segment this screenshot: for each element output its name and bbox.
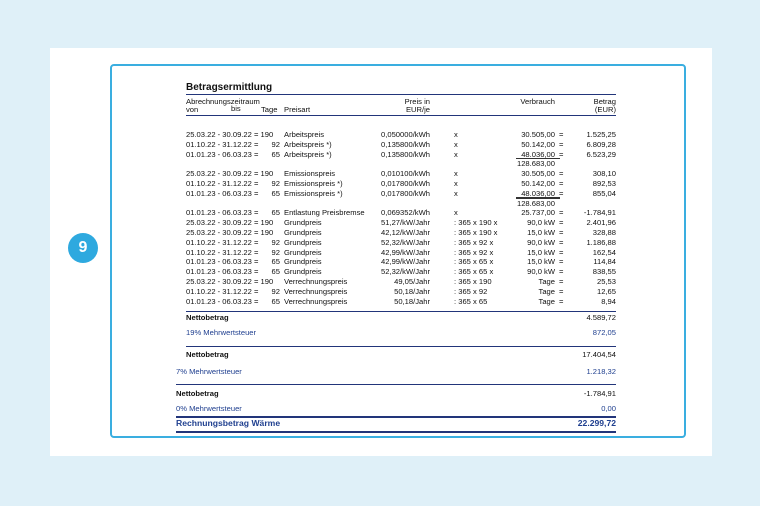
tage-cell: 65 bbox=[271, 267, 280, 277]
verbrauch-cell: 15,0 kW bbox=[527, 257, 555, 267]
betrag-cell: 328,88 bbox=[592, 228, 616, 237]
subtotal-cell: 128.683,00 bbox=[516, 159, 555, 169]
totals-divider-3 bbox=[176, 384, 616, 385]
betrag-cell: 1.186,88 bbox=[586, 237, 616, 247]
equals-cell: = bbox=[559, 130, 564, 139]
betrag-cell: 855,04 bbox=[592, 188, 616, 198]
tage-cell: 92 bbox=[271, 247, 280, 257]
betrag-cell: 308,10 bbox=[592, 169, 616, 179]
period-cell: 01.01.23 - 06.03.23 = bbox=[186, 257, 259, 267]
mwst0-label: 0% Mehrwertsteuer bbox=[176, 404, 242, 413]
equals-cell: = bbox=[559, 179, 564, 188]
period-cell: 01.10.22 - 31.12.22 = bbox=[186, 179, 259, 188]
preis-cell: 50,18/Jahr bbox=[394, 286, 430, 296]
equals-cell: = bbox=[559, 257, 564, 267]
preis-cell: 0,069352/kWh bbox=[381, 208, 430, 218]
verbrauch-cell: 30.505,00 bbox=[521, 130, 555, 139]
operator-cell: : 365 x 190 bbox=[454, 277, 492, 286]
period-cell: 01.01.23 - 06.03.23 = bbox=[186, 188, 259, 198]
tage-cell: 65 bbox=[271, 149, 280, 159]
operator-cell: : 365 x 190 x bbox=[454, 228, 498, 237]
preis-cell: 52,32/kW/Jahr bbox=[381, 267, 430, 277]
preis-cell: 52,32/kW/Jahr bbox=[381, 237, 430, 247]
period-cell: 25.03.22 - 30.09.22 = 190 bbox=[186, 228, 274, 237]
netto-value-1: 4.589,72 bbox=[586, 313, 616, 322]
equals-cell: = bbox=[559, 139, 564, 149]
final-label: Rechnungsbetrag Wärme bbox=[176, 418, 281, 428]
betrag-cell: 114,84 bbox=[593, 257, 616, 267]
preisart-cell: Arbeitspreis *) bbox=[284, 139, 332, 149]
period-cell: 25.03.22 - 30.09.22 = 190 bbox=[186, 169, 274, 179]
operator-cell: x bbox=[454, 149, 458, 159]
betrag-cell: 838,55 bbox=[592, 267, 616, 277]
betrag-cell: 162,54 bbox=[592, 247, 616, 257]
preis-cell: 51,27/kW/Jahr bbox=[381, 218, 430, 228]
verbrauch-cell: 50.142,00 bbox=[521, 139, 555, 149]
betrag-cell: 12,65 bbox=[596, 286, 616, 296]
final-bottom-divider bbox=[176, 431, 616, 433]
operator-cell: : 365 x 190 x bbox=[454, 218, 498, 228]
preisart-cell: Emissionspreis *) bbox=[284, 188, 343, 198]
verbrauch-cell: 50.142,00 bbox=[521, 179, 555, 188]
verbrauch-cell: 90,0 kW bbox=[527, 218, 555, 228]
preisart-cell: Verrechnungspreis bbox=[284, 277, 348, 286]
header-preis-1: Preis in bbox=[404, 97, 430, 106]
verbrauch-cell: Tage bbox=[538, 277, 555, 286]
equals-cell: = bbox=[559, 228, 564, 237]
tage-cell: 92 bbox=[271, 139, 280, 149]
preis-cell: 42,12/kW/Jahr bbox=[381, 228, 430, 237]
operator-cell: x bbox=[454, 130, 458, 139]
preis-cell: 0,017800/kWh bbox=[381, 179, 430, 188]
period-cell: 01.10.22 - 31.12.22 = bbox=[186, 286, 259, 296]
equals-cell: = bbox=[559, 247, 564, 257]
betrag-cell: 6.809,28 bbox=[586, 139, 616, 149]
equals-cell: = bbox=[559, 296, 564, 306]
equals-cell: = bbox=[559, 169, 564, 179]
period-cell: 01.01.23 - 06.03.23 = bbox=[186, 267, 259, 277]
betrag-cell: 6.523,29 bbox=[586, 149, 616, 159]
preisart-cell: Arbeitspreis bbox=[284, 130, 325, 139]
period-cell: 01.10.22 - 31.12.22 = bbox=[186, 139, 259, 149]
tage-cell: 65 bbox=[271, 257, 280, 267]
operator-cell: x bbox=[454, 169, 458, 179]
preisart-cell: Arbeitspreis *) bbox=[284, 149, 332, 159]
header-divider bbox=[186, 115, 616, 116]
section-title: Betragsermittlung bbox=[186, 82, 273, 93]
preisart-cell: Grundpreis bbox=[284, 257, 322, 267]
header-verbrauch: Verbrauch bbox=[520, 97, 555, 106]
verbrauch-cell: Tage bbox=[538, 286, 555, 296]
preisart-cell: Grundpreis bbox=[284, 228, 322, 237]
netto-value-3: -1.784,91 bbox=[583, 389, 616, 398]
preis-cell: 50,18/Jahr bbox=[394, 296, 430, 306]
tage-cell: 92 bbox=[271, 179, 280, 188]
preis-cell: 49,05/Jahr bbox=[394, 277, 430, 286]
preisart-cell: Emissionspreis *) bbox=[284, 179, 343, 188]
operator-cell: : 365 x 65 bbox=[454, 296, 488, 306]
verbrauch-cell: 48.036,00 bbox=[521, 149, 555, 159]
operator-cell: x bbox=[454, 179, 458, 188]
period-cell: 01.10.22 - 31.12.22 = bbox=[186, 247, 259, 257]
verbrauch-cell: 25.737,00 bbox=[521, 208, 555, 218]
operator-cell: : 365 x 92 bbox=[454, 286, 488, 296]
period-cell: 01.10.22 - 31.12.22 = bbox=[186, 237, 259, 247]
header-tage: Tage bbox=[261, 105, 278, 114]
betrag-cell: 8,94 bbox=[601, 296, 616, 306]
preisart-cell: Grundpreis bbox=[284, 267, 322, 277]
preis-cell: 0,050000/kWh bbox=[381, 130, 430, 139]
period-cell: 01.01.23 - 06.03.23 = bbox=[186, 149, 259, 159]
tage-cell: 92 bbox=[271, 237, 280, 247]
tage-cell: 92 bbox=[271, 286, 280, 296]
operator-cell: : 365 x 65 x bbox=[454, 257, 494, 267]
verbrauch-cell: 90,0 kW bbox=[527, 237, 555, 247]
mwst19-value: 872,05 bbox=[592, 328, 616, 337]
equals-cell: = bbox=[559, 208, 564, 218]
equals-cell: = bbox=[559, 267, 564, 277]
period-cell: 25.03.22 - 30.09.22 = 190 bbox=[186, 277, 274, 286]
equals-cell: = bbox=[559, 218, 564, 228]
equals-cell: = bbox=[559, 286, 564, 296]
preis-cell: 42,99/kW/Jahr bbox=[381, 257, 430, 267]
verbrauch-cell: 15,0 kW bbox=[527, 228, 555, 237]
operator-cell: x bbox=[454, 139, 458, 149]
tage-cell: 65 bbox=[271, 208, 280, 218]
header-betrag-1: Betrag bbox=[593, 97, 616, 106]
tage-cell: 65 bbox=[271, 296, 280, 306]
header-preisart: Preisart bbox=[284, 105, 311, 114]
equals-cell: = bbox=[559, 188, 564, 198]
totals-divider-2 bbox=[186, 346, 616, 347]
verbrauch-cell: 15,0 kW bbox=[527, 247, 555, 257]
mwst7-value: 1.218,32 bbox=[586, 367, 616, 376]
preisart-cell: Grundpreis bbox=[284, 247, 322, 257]
preisart-cell: Emissionspreis bbox=[284, 169, 336, 179]
operator-cell: : 365 x 92 x bbox=[454, 237, 494, 247]
operator-cell: : 365 x 65 x bbox=[454, 267, 494, 277]
header-von: von bbox=[186, 105, 199, 114]
netto-label-2: Nettobetrag bbox=[186, 350, 229, 359]
tage-cell: 65 bbox=[271, 188, 280, 198]
betrag-cell: 25,53 bbox=[596, 277, 616, 286]
betrag-cell: 892,53 bbox=[592, 179, 616, 188]
preisart-cell: Grundpreis bbox=[284, 218, 322, 228]
operator-cell: x bbox=[454, 188, 458, 198]
preis-cell: 42,99/kW/Jahr bbox=[381, 247, 430, 257]
operator-cell: x bbox=[454, 208, 458, 218]
mwst0-value: 0,00 bbox=[601, 404, 616, 413]
equals-cell: = bbox=[559, 277, 564, 286]
preis-cell: 0,010100/kWh bbox=[381, 169, 430, 179]
final-value: 22.299,72 bbox=[577, 418, 616, 428]
netto-label-3: Nettobetrag bbox=[176, 389, 219, 398]
preis-cell: 0,135800/kWh bbox=[381, 139, 430, 149]
period-cell: 01.01.23 - 06.03.23 = bbox=[186, 208, 259, 218]
netto-value-2: 17.404,54 bbox=[582, 350, 616, 359]
period-cell: 25.03.22 - 30.09.22 = 190 bbox=[186, 130, 274, 139]
title-divider bbox=[186, 94, 616, 95]
operator-cell: : 365 x 92 x bbox=[454, 247, 494, 257]
subtotal-cell: 128.683,00 bbox=[516, 198, 555, 208]
step-badge: 9 bbox=[68, 233, 98, 263]
equals-cell: = bbox=[559, 237, 564, 247]
mwst7-label: 7% Mehrwertsteuer bbox=[176, 367, 242, 376]
equals-cell: = bbox=[559, 149, 564, 159]
preisart-cell: Entlastung Preisbremse bbox=[284, 208, 365, 218]
betrag-cell: 1.525,25 bbox=[586, 130, 616, 139]
preisart-cell: Grundpreis bbox=[284, 237, 322, 247]
mwst19-label: 19% Mehrwertsteuer bbox=[186, 328, 257, 337]
preis-cell: 0,017800/kWh bbox=[381, 188, 430, 198]
preisart-cell: Verrechnungspreis bbox=[284, 296, 348, 306]
verbrauch-cell: 48.036,00 bbox=[521, 188, 555, 198]
header-bis: bis bbox=[231, 104, 241, 113]
preis-cell: 0,135800/kWh bbox=[381, 149, 430, 159]
betrag-cell: -1.784,91 bbox=[583, 208, 616, 218]
netto-label-1: Nettobetrag bbox=[186, 313, 229, 322]
header-preis-2: EUR/je bbox=[405, 105, 430, 114]
period-cell: 25.03.22 - 30.09.22 = 190 bbox=[186, 218, 274, 228]
verbrauch-cell: 90,0 kW bbox=[527, 267, 555, 277]
preisart-cell: Verrechnungspreis bbox=[284, 286, 348, 296]
header-betrag-2: (EUR) bbox=[594, 105, 616, 114]
period-cell: 01.01.23 - 06.03.23 = bbox=[186, 296, 259, 306]
totals-divider bbox=[186, 311, 616, 312]
verbrauch-cell: 30.505,00 bbox=[521, 169, 555, 179]
verbrauch-cell: Tage bbox=[538, 296, 555, 306]
betrag-cell: 2.401,96 bbox=[586, 218, 616, 228]
header-period: Abrechnungszeitraum bbox=[186, 97, 260, 106]
